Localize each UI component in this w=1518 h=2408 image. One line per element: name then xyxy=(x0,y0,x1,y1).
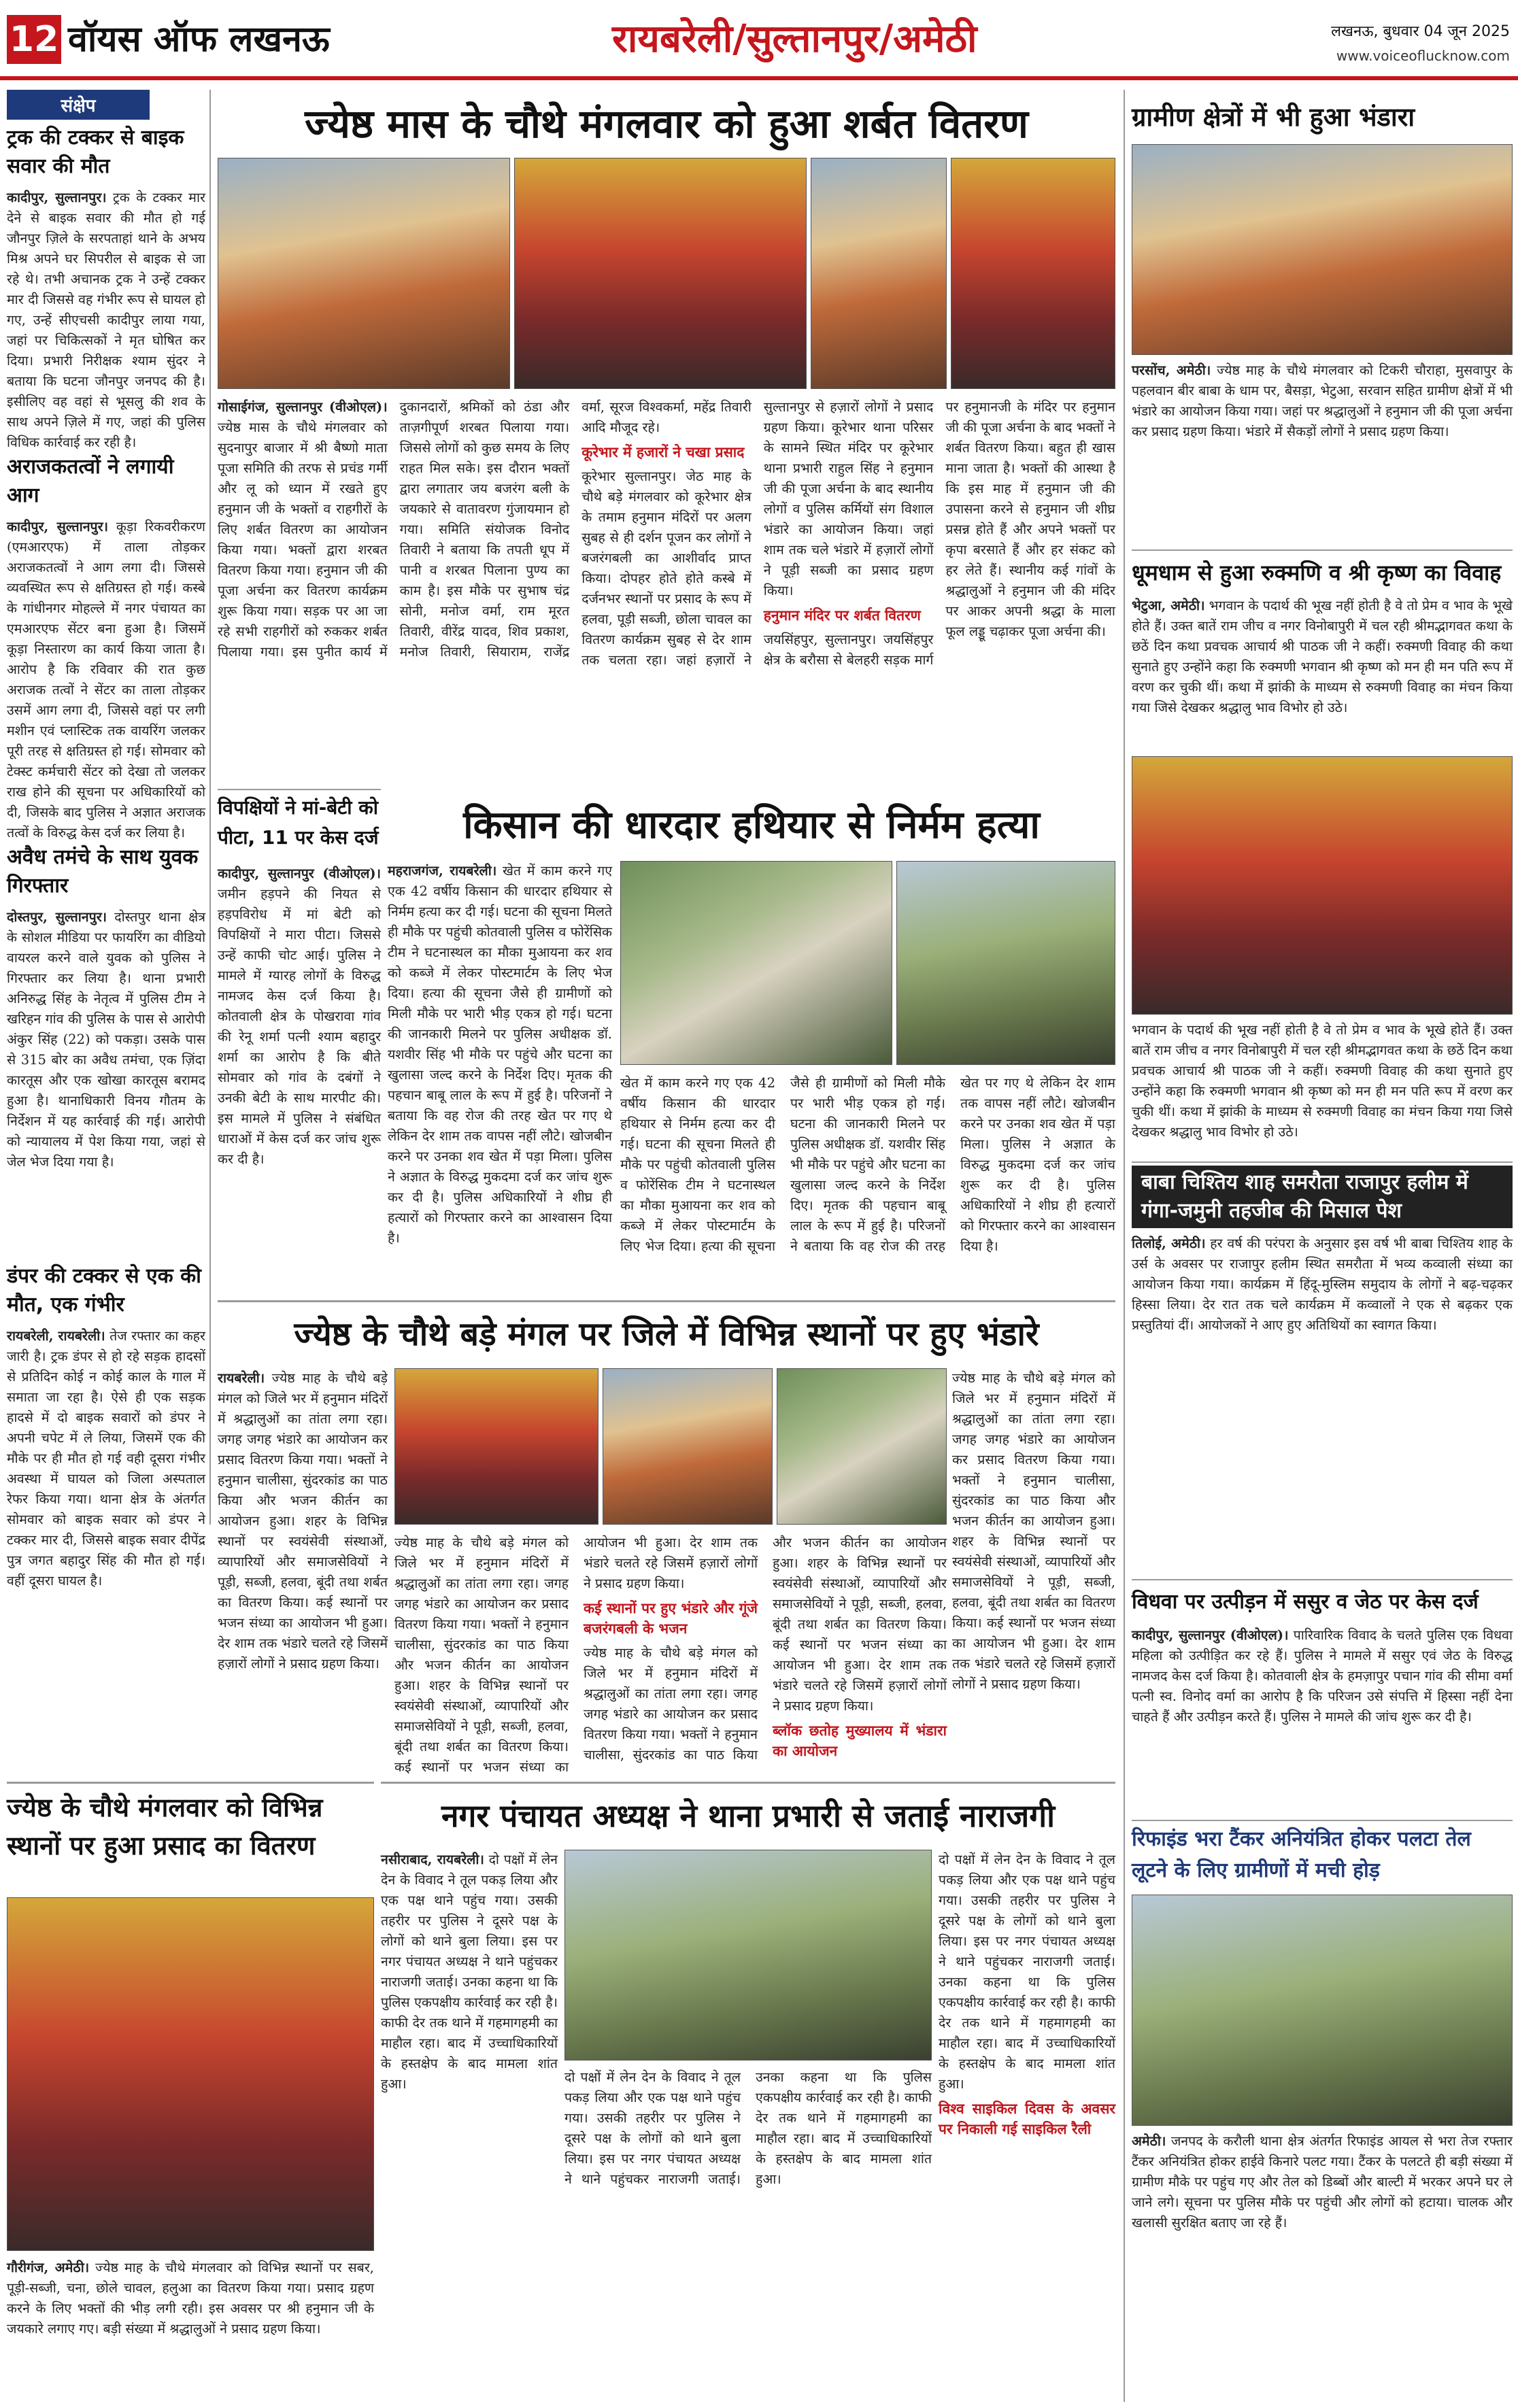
page-number: 12 xyxy=(7,15,61,64)
sharbat-photo-3 xyxy=(811,158,947,389)
nagar-body-col1: नसीराबाद, रायबरेली। दो पक्षों में लेन देन के विवाद ने तूल पकड़ लिया और एक पक्ष थाने पहुंच गया। उसकी तहरीर पर पुलिस ने दूसरे पक्ष के लोगों को थाने बुला लिया। इस पर नगर पंचायत अध्यक्ष ने थाने पहुंचकर नाराजगी जताई। उनका कहना था कि पुलिस एकपक्षीय कार्रवाई कर रही है। काफी देर तक थाने में गहमागहमी का माहौल रहा। बाद में उच्चाधिकारियों के हस्तक्षेप के बाद मामला शांत हुआ। xyxy=(381,1852,558,2092)
vivah-body-lower: भगवान के पदार्थ की भूख नहीं होती है वे तो प्रेम व भाव के भूखे होते हैं। उक्त बातें राम जीच व नगर विनोबापुरी में चल रही श्रीमद्भागवत कथा के छठें दिन कथा प्रवचक आचार्य श्री पाठक जी ने कहीं। रुक्मणी विवाह की कथा सुनाते हुए उन्होंने कहा कि रुक्मणी भगवान श्री कृष्ण को मन ही मन पति रूप में वरण कर चुकी थीं। कथा में झांकी के माध्यम से रुक्मणी विवाह का मंचन किया गया जिसे देखकर श्रद्धालु भाव विभोर हो उठे। xyxy=(1132,1022,1513,1140)
chishti-body: तिलोई, अमेठी। हर वर्ष की परंपरा के अनुसार इस वर्ष भी बाबा चिश्तिय शाह के उर्स के अवसर पर राजापुर हलीम स्थित समरौता में भव्य कव्वाली संध्या का आयोजन किया गया। कार्यक्रम में हिंदू-मुस्लिम समुदाय के लोगों ने बढ़-चढ़कर हिस्सा लिया। देर रात तक चले कार्यक्रम में कव्वालों ने एक से बढ़कर एक प्रस्तुतियां दीं। आयोजकों ने आए हुए अतिथियों का स्वागत किया। xyxy=(1132,1236,1513,1333)
newspaper-brand: वॉयस ऑफ लखनऊ xyxy=(68,19,330,60)
bhandare-headline: ज्येष्ठ के चौथे बड़े मंगल पर जिले में विभिन्न स्थानों पर हुए भंडारे xyxy=(294,1315,1039,1353)
side-story-arrest xyxy=(7,843,205,1251)
bhandare-body-col1: रायबरेली। ज्येष्ठ माह के चौथे बड़े मंगल को जिले भर में हनुमान मंदिरों में श्रद्धालुओं का तांता लगा रहा। जगह जगह भंडारे का आयोजन कर प्रसाद वितरण किया गया। भक्तों ने हनुमान चालीसा, सुंदरकांड का पाठ किया और भजन कीर्तन का आयोजन हुआ। शहर के विभिन्न स्थानों पर स्वयंसेवी संस्थाओं, व्यापारियों और समाजसेवियों ने पूड़ी, सब्जी, हलवा, बूंदी तथा शर्बत का वितरण किया। कई स्थानों पर भजन संध्या का आयोजन भी हुआ। देर शाम तक भंडारे चलते रहे जिसमें हज़ारों लोगों ने प्रसाद ग्रहण किया। xyxy=(218,1370,388,1672)
kisan-photo-2 xyxy=(896,861,1115,1065)
side-story-dumper xyxy=(7,1262,205,1589)
nagar-body-col4: दो पक्षों में लेन देन के विवाद ने तूल पकड़ लिया और एक पक्ष थाने पहुंच गया। उसकी तहरीर पर पुलिस ने दूसरे पक्ष के लोगों को थाने बुला लिया। इस पर नगर पंचायत अध्यक्ष ने थाने पहुंचकर नाराजगी जताई। उनका कहना था कि पुलिस एकपक्षीय कार्रवाई कर रही है। काफी देर तक थाने में गहमागहमी का माहौल रहा। बाद में उच्चाधिकारियों के हस्तक्षेप के बाद मामला शांत हुआ। विश्व साइकिल दिवस के अवसर पर निकाली गई साइकिल रैली xyxy=(939,1850,1115,2401)
bhandare-subhead-2: ब्लॉक छतोह मुख्यालय में भंडारा का आयोजन xyxy=(773,1723,947,1759)
side-story-text: तेज रफ्तार का कहर जारी है। ट्रक डंपर से हो रहे सड़क हादसों से प्रतिदिन कोई न कोई काल के गाल में समाता जा रहा है। ऐसे ही एक सड़क हादसे में दो बाइक सवारों को डंपर ने अपनी चपेट में ले लिया, जिसमें एक की मौके पर ही मौत हो गई वही दूसरा गंभीर अवस्था में घायल को जिला अस्पताल रेफर किया गया। थाना क्षेत्र के अंतर्गत सोमवार को बाइक सवार को डंपर ने टक्कर मार दी, जिससे बाइक सवार दीपेंद्र पुत्र जगत बहादुर सिंह की मौत हो गई। वहीं दूसरा घायल है। xyxy=(7,1328,205,1589)
side-story-dateline: रायबरेली, रायबरेली। xyxy=(7,1328,105,1344)
kisan-headline: किसान की धारदार हथियार से निर्मम हत्या xyxy=(463,803,1040,847)
side-story-text: दोस्तपुर थाना क्षेत्र के सोशल मीडिया पर फायरिंग का वीडियो वायरल करने वाले युवक को पुलिस ने गिरफ्तार कर लिया है। थाना प्रभारी अनिरुद्ध सिंह के नेतृत्व में पुलिस टीम ने खरिहन गांव की पुलिस के पास से आरोपी अंकुर सिंह (22) को पकड़ा। उसके पास से 315 बोर का अवैध तमंचा, एक ज़िंदा कारतूस और एक खोखा कारतूस बरामद हुआ है। थानाधिकारी विनय गौतम के निर्देशन में यह कार्रवाई की गई। आरोपी को न्यायालय में पेश किया गया, जहां से जेल भेज दिया गया है। xyxy=(7,909,205,1170)
vivah-photo xyxy=(1132,756,1513,1015)
bitiya-body: कादीपुर, सुल्तानपुर (वीओएल)। जमीन हड़पने की नियत से हड़पविरोध में मां बेटी को विपक्षियों ने मारा पीटा। जिससे उन्हें काफी चोट आई। पुलिस ने मामले में ग्यारह लोगों के विरुद्ध नामजद केस दर्ज किया है। कोतवाली क्षेत्र के पोखरावा गांव की रेनू शर्मा पत्नी श्याम बहादुर शर्मा का आरोप है कि बीते सोमवार को गांव के दबंगों ने उनकी बेटी के साथ मारपीट की। इस मामले में पुलिस ने संबंधित धाराओं में केस दर्ज कर जांच शुरू कर दी है। xyxy=(218,866,381,1167)
tanker-headline: रिफाइंड भरा टैंकर अनियंत्रित होकर पलटा तेल लूटने के लिए ग्रामीणों में मची होड़ xyxy=(1132,1827,1471,1882)
side-story-dateline: कादीपुर, सुल्तानपुर। xyxy=(7,519,108,535)
side-story-dateline: कादीपुर, सुल्तानपुर। xyxy=(7,190,107,205)
side-story-title: ट्रक की टक्कर से बाइक सवार की मौत xyxy=(7,126,184,178)
side-story-title: अराजकतत्वों ने लगायी आग xyxy=(7,455,174,507)
sharbat-photo-1 xyxy=(218,158,510,389)
nagar-headline: नगर पंचायत अध्यक्ष ने थाना प्रभारी से जताई नाराजगी xyxy=(441,1797,1056,1834)
chishti-headline: बाबा चिश्तिय शाह समरौता राजापुर हलीम में गंगा-जमुनी तहजीब की मिसाल पेश xyxy=(1132,1166,1513,1228)
bhandare-body-col4: ज्येष्ठ माह के चौथे बड़े मंगल को जिले भर में हनुमान मंदिरों में श्रद्धालुओं का तांता लगा रहा। जगह जगह भंडारे का आयोजन कर प्रसाद वितरण किया गया। भक्तों ने हनुमान चालीसा, सुंदरकांड का पाठ किया और भजन कीर्तन का आयोजन हुआ। शहर के विभिन्न स्थानों पर स्वयंसेवी संस्थाओं, व्यापारियों और समाजसेवियों ने पूड़ी, सब्जी, हलवा, बूंदी तथा शर्बत का वितरण किया। कई स्थानों पर भजन संध्या का आयोजन भी हुआ। देर शाम तक भंडारे चलते रहे जिसमें हज़ारों लोगों ने प्रसाद ग्रहण किया। xyxy=(952,1370,1115,1692)
nagar-photo xyxy=(564,1850,932,2061)
vivah-headline: धूमधाम से हुआ रुक्मणि व श्री कृष्ण का विवाह xyxy=(1132,560,1502,586)
kisan-photo xyxy=(620,861,892,1065)
gramin-headline: ग्रामीण क्षेत्रों में भी हुआ भंडारा xyxy=(1132,102,1415,132)
brief-label: संक्षेप xyxy=(7,90,150,120)
prasad-photo xyxy=(7,1897,374,2251)
bhandare-body-mid: ज्येष्ठ माह के चौथे बड़े मंगल को जिले भर में हनुमान मंदिरों में श्रद्धालुओं का तांता लगा रहा। जगह जगह भंडारे का आयोजन कर प्रसाद वितरण किया गया। भक्तों ने हनुमान चालीसा, सुंदरकांड का पाठ किया और भजन कीर्तन का आयोजन हुआ। शहर के विभिन्न स्थानों पर स्वयंसेवी संस्थाओं, व्यापारियों और समाजसेवियों ने पूड़ी, सब्जी, हलवा, बूंदी तथा शर्बत का वितरण किया। कई स्थानों पर भजन संध्या का आयोजन भी हुआ। देर शाम तक भंडारे चलते रहे जिसमें हज़ारों लोगों ने प्रसाद ग्रहण किया। कई स्थानों पर हुए भंडारे और गूंजे बजरंगबली के भजन ज्येष्ठ माह के चौथे बड़े मंगल को जिले भर में हनुमान मंदिरों में श्रद्धालुओं का तांता लगा रहा। जगह जगह भंडारे का आयोजन कर प्रसाद वितरण किया गया। भक्तों ने हनुमान चालीसा, सुंदरकांड का पाठ किया और भजन कीर्तन का आयोजन हुआ। शहर के विभिन्न स्थानों पर स्वयंसेवी संस्थाओं, व्यापारियों और समाजसेवियों ने पूड़ी, सब्जी, हलवा, बूंदी तथा शर्बत का वितरण किया। कई स्थानों पर भजन संध्या का आयोजन भी हुआ। देर शाम तक भंडारे चलते रहे जिसमें हज़ारों लोगों ने प्रसाद ग्रहण किया। ब्लॉक छतोह मुख्यालय में भंडारा का आयोजन xyxy=(394,1535,947,1775)
vidhwa-body: कादीपुर, सुल्तानपुर (वीओएल)। पारिवारिक विवाद के चलते पुलिस एक विधवा महिला को उत्पीड़ित कर रहे हैं। पुलिस ने मामले में ससुर एवं जेठ के विरुद्ध नामजद केस दर्ज किया है। कोतवाली क्षेत्र के हमज़ापुर पचान गांव की सीमा वर्मा पत्नी स्व. विनोद वर्मा का आरोप है कि परिजन उसे संपत्ति में हिस्सा नहीं देना चाहते हैं और उत्पीड़न करते हैं। पुलिस ने मामले की जांच शुरू कर दी है। xyxy=(1132,1627,1513,1725)
prasad-body: गौरीगंज, अमेठी। ज्येष्ठ माह के चौथे मंगलवार को विभिन्न स्थानों पर सबर, पूड़ी-सब्जी, चना, छोले चावल, हलुआ का वितरण किया गया। प्रसाद ग्रहण करने के लिए भक्तों की भीड़ लगी रही। इस अवसर पर श्री हनुमान जी के जयकारे लगाए गए। बड़ी संख्या में श्रद्धालुओं ने प्रसाद ग्रहण किया। xyxy=(7,2260,374,2337)
bhandare-subhead-1: कई स्थानों पर हुए भंडारे और गूंजे बजरंगबली के भजन xyxy=(584,1600,758,1637)
vidhwa-headline: विधवा पर उत्पीड़न में ससुर व जेठ पर केस दर्ज xyxy=(1132,1590,1479,1614)
gramin-body: परसोंच, अमेठी। ज्येष्ठ माह के चौथे मंगलवार को टिकरी चौराहा, मुसवापुर के पहलवान बीर बाबा के धाम पर, बैसड़ा, भेटुआ, सरवान सहित ग्रामीण क्षेत्रों में भी भंडारे का आयोजन किया गया। जहां पर श्रद्धालुओं ने हनुमान जी की पूजा अर्चना कर प्रसाद ग्रहण किया। भंडारे में सैकड़ों लोगों ने प्रसाद ग्रहण किया। xyxy=(1132,362,1513,439)
sharbat-photo-4 xyxy=(951,158,1115,389)
sharbat-body: गोसाईगंज, सुल्तानपुर (वीओएल)। ज्येष्ठ मास के चौथे मंगलवार को सुदनापुर बाजार में श्री बैष्णो माता पूजा समिति की तरफ से प्रचंड गर्मी और लू को ध्यान में रखते हुए हनुमान जी के भक्तों व राहगीरों के लिए शर्बत वितरण का आयोजन किया गया। भक्तों द्वारा शरबत वितरण किया गया। हनुमान जी की पूजा अर्चना कर वितरण कार्यक्रम शुरू किया गया। सड़क पर आ जा रहे सभी राहगीरों को रुककर शर्बत पिलाया गया। इस पुनीत कार्य में दुकानदारों, श्रमिकों को ठंडा और ताज़गीपूर्ण शरबत पिलाया गया। जिससे लोगों को कुछ समय के लिए राहत मिल सके। इस दौरान भक्तों द्वारा लगातार जय बजरंग बली के जयकारे से वातावरण गुंजायमान हो गया। समिति संयोजक विनोद तिवारी ने बताया कि तपती धूप में पानी व शरबत पिलाना पुण्य का काम है। इस मौके पर सुभाष चंद्र सोनी, मनोज वर्मा, राम मूरत तिवारी, वीरेंद्र यादव, शिव प्रकाश, मनोज तिवारी, सियाराम, राजेंद्र वर्मा, सूरज विश्वकर्मा, महेंद्र तिवारी आदि मौजूद रहे। कूरेभार में हजारों ने चखा प्रसाद कूरेभार सुल्तानपुर। जेठ माह के चौथे बड़े मंगलवार को कूरेभार क्षेत्र के तमाम हनुमान मंदिरों पर अलग सुबह से ही दर्शन पूजन कर लोगों ने बजरंगबली का आशीर्वाद प्राप्त किया। दोपहर होते होते कस्बे में दर्जनभर स्थानों पर प्रसाद के रूप में हलवा, पूड़ी सब्जी, छोला चावल का वितरण कार्यक्रम सुबह से देर शाम तक चलता रहा। जहां हज़ारों ने सुल्तानपुर से हज़ारों लोगों ने प्रसाद ग्रहण किया। कूरेभार थाना परिसर के सामने स्थित मंदिर पर कूरेभार थाना प्रभारी राहुल सिंह ने हनुमान जी की पूजा अर्चना के बाद स्थानीय लोगों व पुलिस कर्मियों संग विशाल भंडारे का आयोजन किया। जहां शाम तक चले भंडारे में हज़ारों लोगों ने पूड़ी सब्जी का प्रसाद ग्रहण किया। हनुमान मंदिर पर शर्बत वितरण जयसिंहपुर, सुल्तानपुर। जयसिंहपुर क्षेत्र के बरौसा से बेलहरी सड़क मार्ग पर हनुमानजी के मंदिर पर हनुमान जी की पूजा अर्चना के बाद भक्तों ने शर्बत वितरण किया। बहुत ही खास माना जाता है। भक्तों की आस्था है कि इस माह में हनुमान जी की उपासना करने से हनुमान जी शीघ्र प्रसन्न होते हैं और अपने भक्तों पर कृपा बरसाते हैं और हर संकट को हर लेते हैं। स्थानीय कई गांवों के श्रद्धालुओं ने हनुमान जी की मंदिर पर आकर अपनी श्रद्धा के माला फूल लड्डू चढ़ाकर पूजा अर्चना की। xyxy=(218,399,1115,668)
side-story-fire xyxy=(7,453,206,841)
side-story-text: ट्रक के टक्कर मार देने से बाइक सवार की मौत हो गई जौनपुर ज़िले के सरपताहां थाने के अभय मिश्र अपने घर सिपरील से बाइक से जा रहे थे। तभी अचानक ट्रक ने उन्हें टक्कर मार दी जिससे वह गंभीर रूप से घायल हो गए, उन्हें सीएचसी कादीपुर लाया गया, जहां पर चिकित्सकों ने मृत घोषित कर दिया। प्रभारी निरीक्षक श्याम सुंदर ने बताया कि घटना जौनपुर जनपद की है। इसीलिए वह वहां से भूसलु की शव के साथ अपने ज़िले में गए, जहां की पुलिस विधिक कार्रवाई कर रही है। xyxy=(7,190,205,450)
prasad-headline: ज्येष्ठ के चौथे मंगलवार को विभिन्न स्थानों पर हुआ प्रसाद का वितरण xyxy=(7,1793,323,1861)
sharbat-subhead-1: कूरेभार में हजारों ने चखा प्रसाद xyxy=(581,444,745,460)
sharbat-photo-2 xyxy=(514,158,807,389)
sharbat-subhead-2: हनुमान मंदिर पर शर्बत वितरण xyxy=(763,607,921,624)
kisan-body-lower: खेत में काम करने गए एक 42 वर्षीय किसान की धारदार हथियार से निर्मम हत्या कर दी गई। घटना की सूचना मिलते ही मौके पर पहुंची कोतवाली पुलिस व फोरेंसिक टीम ने घटनास्थल का मौका मुआयना कर शव को कब्जे में लेकर पोस्टमार्टम के लिए भेज दिया। हत्या की सूचना जैसे ही ग्रामीणों को मिली मौके पर भारी भीड़ एकत्र हो गई। घटना की जानकारी मिलने पर पुलिस अधीक्षक डॉ. यशवीर सिंह भी मौके पर पहुंचे और घटना का खुलासा जल्द करने के निर्देश दिए। मृतक की पहचान बाबू लाल के रूप में हुई है। परिजनों ने बताया कि वह रोज की तरह खेत पर गए थे लेकिन देर शाम तक वापस नहीं लौटे। खोजबीन करने पर उनका शव खेत में पड़ा मिला। पुलिस ने अज्ञात के विरुद्ध मुकदमा दर्ज कर जांच शुरू कर दी है। पुलिस अधिकारियों ने शीघ्र ही हत्यारों को गिरफ्तार करने का आश्वासन दिया है। xyxy=(620,1075,1115,1254)
issue-date: लखनऊ, बुधवार 04 जून 2025 xyxy=(1331,23,1510,40)
tanker-body: अमेठी। जनपद के करौली थाना क्षेत्र अंतर्गत रिफाइंड आयल से भरा तेज रफ्तार टैंकर अनियंत्रित होकर हाईवे किनारे पलट गया। टैंकर के पलटते ही बड़ी संख्या में ग्रामीण मौके पर पहुंच गए और तेल को डिब्बों और बाल्टी में भरकर अपने घर ले जाने लगे। सूचना पर पुलिस मौके पर पहुंची और लोगों को हटाया। चालक और खलासी सुरक्षित बताए जा रहे हैं। xyxy=(1132,2133,1513,2231)
bitiya-headline: विपक्षियों ने मां-बेटी को पीटा, 11 पर केस दर्ज xyxy=(218,796,379,849)
side-story-dateline: दोस्तपुर, सुल्तानपुर। xyxy=(7,909,107,925)
gramin-photo xyxy=(1132,144,1513,355)
sharbat-headline: ज्येष्ठ मास के चौथे मंगलवार को हुआ शर्बत वितरण xyxy=(305,101,1028,147)
side-story-text: कूड़ा रिकवरीकरण (एमआरएफ) में ताला तोड़कर अराजकतत्वों ने आग लगा दी। जिससे व्यवस्थित रूप से क्षतिग्रस्त हो गई। कस्बे के गांधीनगर मोहल्ले में नगर पंचायत का एमआरएफ सेंटर बना हुआ है। जिसमें कूड़ा निस्तारण का कार्य किया जाता है। आरोप है कि रविवार की रात कुछ अराजक तत्वों ने सेंटर का ताला तोड़कर उसमें आग लगा दी, जिससे वहां पर लगी मशीन एवं प्लास्टिक तक वायरिंग जलकर पूरी तरह से क्षतिग्रस्त हो गई। सोमवार को टेक्स्ट कर्मचारी सेंटर को देखा तो जलकर राख होने की सूचना पर अधिकारियों को दी, जिसके बाद पुलिस ने अज्ञात अराजक तत्वों के विरुद्ध केस दर्ज कर लिया है। xyxy=(7,519,206,841)
nagar-subhead-1: विश्व साइकिल दिवस के अवसर पर निकाली गई साइकिल रैली xyxy=(939,2101,1115,2137)
side-story-title: डंपर की टक्कर से एक की मौत, एक गंभीर xyxy=(7,1264,201,1317)
vivah-body: भेटुआ, अमेठी। भगवान के पदार्थ की भूख नहीं होती है वे तो प्रेम व भाव के भूखे होते हैं। उक्त बातें राम जीच व नगर विनोबापुरी में चल रही श्रीमद्भागवत कथा के छठें दिन कथा प्रवचक आचार्य श्री पाठक जी ने कहीं। रुक्मणी विवाह की कथा सुनाते हुए उन्होंने कहा कि रुक्मणी भगवान श्री कृष्ण को मन ही मन पति रूप में वरण कर चुकी थीं। कथा में झांकी के माध्यम से रुक्मणी विवाह का मंचन किया गया जिसे देखकर श्रद्धालु भाव विभोर हो उठे। xyxy=(1132,598,1513,715)
side-story-truck xyxy=(7,124,205,450)
region-title: रायबरेली/सुल्तानपुर/अमेठी xyxy=(612,17,977,61)
side-story-title: अवैध तमंचे के साथ युवक गिरफ्तार xyxy=(7,845,199,898)
kisan-body-col: महराजगंज, रायबरेली। खेत में काम करने गए एक 42 वर्षीय किसान की धारदार हथियार से निर्मम हत्या कर दी गई। घटना की सूचना मिलते ही मौके पर पहुंची कोतवाली पुलिस व फोरेंसिक टीम ने घटनास्थल का मौका मुआयना कर शव को कब्जे में लेकर पोस्टमार्टम के लिए भेज दिया। हत्या की सूचना जैसे ही ग्रामीणों को मिली मौके पर भारी भीड़ एकत्र हो गई। घटना की जानकारी मिलने पर पुलिस अधीक्षक डॉ. यशवीर सिंह भी मौके पर पहुंचे और घटना का खुलासा जल्द करने के निर्देश दिए। मृतक की पहचान बाबू लाल के रूप में हुई है। परिजनों ने बताया कि वह रोज की तरह खेत पर गए थे लेकिन देर शाम तक वापस नहीं लौटे। खोजबीन करने पर उनका शव खेत में पड़ा मिला। पुलिस ने अज्ञात के विरुद्ध मुकदमा दर्ज कर जांच शुरू कर दी है। पुलिस अधिकारियों ने शीघ्र ही हत्यारों को गिरफ्तार करने का आश्वासन दिया है। xyxy=(388,863,612,1246)
masthead xyxy=(0,0,1518,80)
bhandare-photo-1 xyxy=(394,1368,598,1525)
bhandare-photo-3 xyxy=(777,1368,947,1525)
bhandare-photo-2 xyxy=(603,1368,773,1525)
website-link[interactable]: www.voiceoflucknow.com xyxy=(1336,48,1510,64)
nagar-body-mid: दो पक्षों में लेन देन के विवाद ने तूल पकड़ लिया और एक पक्ष थाने पहुंच गया। उसकी तहरीर पर पुलिस ने दूसरे पक्ष के लोगों को थाने बुला लिया। इस पर नगर पंचायत अध्यक्ष ने थाने पहुंचकर नाराजगी जताई। उनका कहना था कि पुलिस एकपक्षीय कार्रवाई कर रही है। काफी देर तक थाने में गहमागहमी का माहौल रहा। बाद में उच्चाधिकारियों के हस्तक्षेप के बाद मामला शांत हुआ। xyxy=(564,2069,932,2187)
tanker-photo xyxy=(1132,1895,1513,2126)
